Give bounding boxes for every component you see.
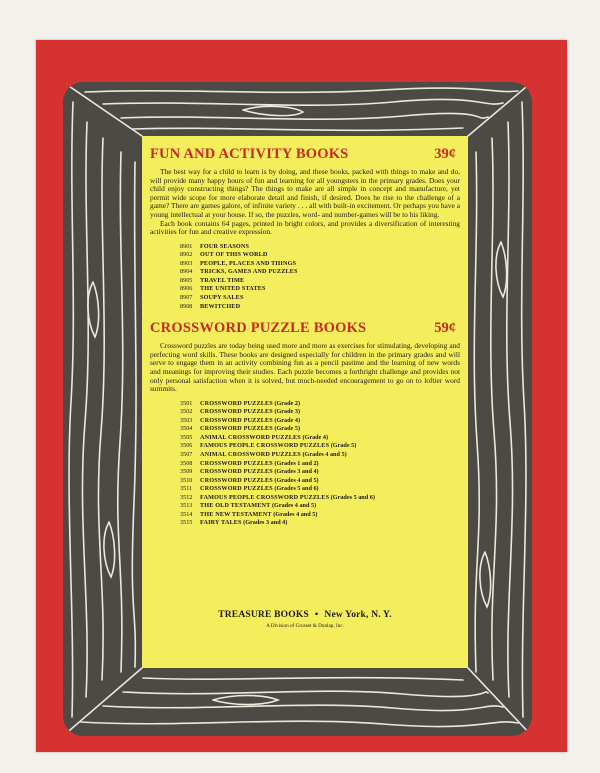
list-item: 3505 ANIMAL CROSSWORD PUZZLES (Grade 4) bbox=[180, 433, 329, 441]
list-item: 3507 ANIMAL CROSSWORD PUZZLES (Grades 4 and 5) bbox=[180, 450, 347, 458]
publisher-city: New York, N. Y. bbox=[324, 610, 392, 620]
crossword-books-price: 59¢ bbox=[434, 320, 456, 337]
fun-books-price: 39¢ bbox=[434, 146, 456, 162]
fun-books-title: FUN AND ACTIVITY BOOKS bbox=[150, 146, 349, 162]
publisher-name: TREASURE BOOKS bbox=[218, 610, 309, 620]
list-item: 3515 FAIRY TALES (Grades 3 and 4) bbox=[180, 519, 288, 527]
list-item: 8901 FOUR SEASONS bbox=[180, 242, 250, 250]
list-item: 3506 FAMOUS PEOPLE CROSSWORD PUZZLES (Grade 5) bbox=[180, 442, 357, 450]
list-item: 8908 BEWITCHED bbox=[180, 302, 241, 310]
list-item: 3512 FAMOUS PEOPLE CROSSWORD PUZZLES (Grades 5 and 6) bbox=[180, 493, 375, 501]
bullet-separator: • bbox=[314, 610, 319, 620]
list-item: 3510 CROSSWORD PUZZLES (Grades 4 and 5) bbox=[180, 476, 319, 484]
fun-books-description: The best way for a child to learn is by doing, and these books, packed with things to make and do, will provide many happy hours of fun and learning for all youngsters in the primary grades. Does your child enjoy constructing things? The things to make are all simple in concept and manufacture, yet permit wide scope for more elaborate detail and finish, if desired. Does he rise to the challenge of a game? There are games galore, of infinite variety . . . all with built-in excitement. Or perhaps you have a young intellectual at your house. If so, the puzzles, word- and number-games will be to his liking. bbox=[150, 167, 460, 219]
list-item: 3504 CROSSWORD PUZZLES (Grade 5) bbox=[180, 425, 301, 433]
list-item: 8907 SOUPY SALES bbox=[180, 294, 244, 302]
list-item: 3511 CROSSWORD PUZZLES (Grades 5 and 6) bbox=[180, 485, 319, 493]
list-item: 8905 TRAVEL TIME bbox=[180, 276, 245, 284]
publisher-line bbox=[142, 610, 468, 620]
publisher-footer bbox=[142, 610, 468, 629]
list-item: 8902 OUT OF THIS WORLD bbox=[180, 251, 268, 259]
list-item: 3509 CROSSWORD PUZZLES (Grades 3 and 4) bbox=[180, 468, 319, 476]
list-item: 3514 THE NEW TESTAMENT (Grades 4 and 5) bbox=[180, 510, 318, 518]
list-item: 8906 THE UNITED STATES bbox=[180, 285, 266, 293]
list-item: 8903 PEOPLE, PLACES AND THINGS bbox=[180, 259, 297, 267]
crossword-books-description: Crossword puzzles are today being used more and more as exercises for stimulating, developing and perfecting word skills. These books are designed especially for children in the primary grades and will serve to engage them in an activity combining fun as a pencil pastime and the learning of new words and meanings for improving their studies. Each puzzle becomes a forthright challenge and provides not only personal satisfaction when it is solved, but much-needed encouragement to go on to loftier word summits. bbox=[150, 341, 460, 394]
crossword-books-title: CROSSWORD PUZZLE BOOKS bbox=[150, 320, 367, 337]
list-item: 3508 CROSSWORD PUZZLES (Grades 1 and 2) bbox=[180, 459, 319, 467]
list-item: 3501 CROSSWORD PUZZLES (Grade 2) bbox=[180, 399, 301, 407]
list-item: 3513 THE OLD TESTAMENT (Grades 4 and 5) bbox=[180, 502, 317, 510]
catalog-panel bbox=[142, 136, 468, 668]
crossword-books-header bbox=[150, 320, 456, 340]
fun-books-header bbox=[150, 146, 456, 166]
fun-books-list bbox=[180, 243, 468, 311]
publisher-division: A Division of Grosset & Dunlap, Inc. bbox=[266, 623, 344, 629]
list-item: 3502 CROSSWORD PUZZLES (Grade 3) bbox=[180, 408, 301, 416]
list-item: 8904 TRICKS, GAMES AND PUZZLES bbox=[180, 268, 298, 276]
fun-books-description-2: Each book contains 64 pages, printed in bright colors, and provides a diversification of interesting activities for fun and creative expression. bbox=[150, 218, 460, 237]
list-item: 3503 CROSSWORD PUZZLES (Grade 4) bbox=[180, 416, 301, 424]
crossword-books-list bbox=[180, 400, 468, 528]
